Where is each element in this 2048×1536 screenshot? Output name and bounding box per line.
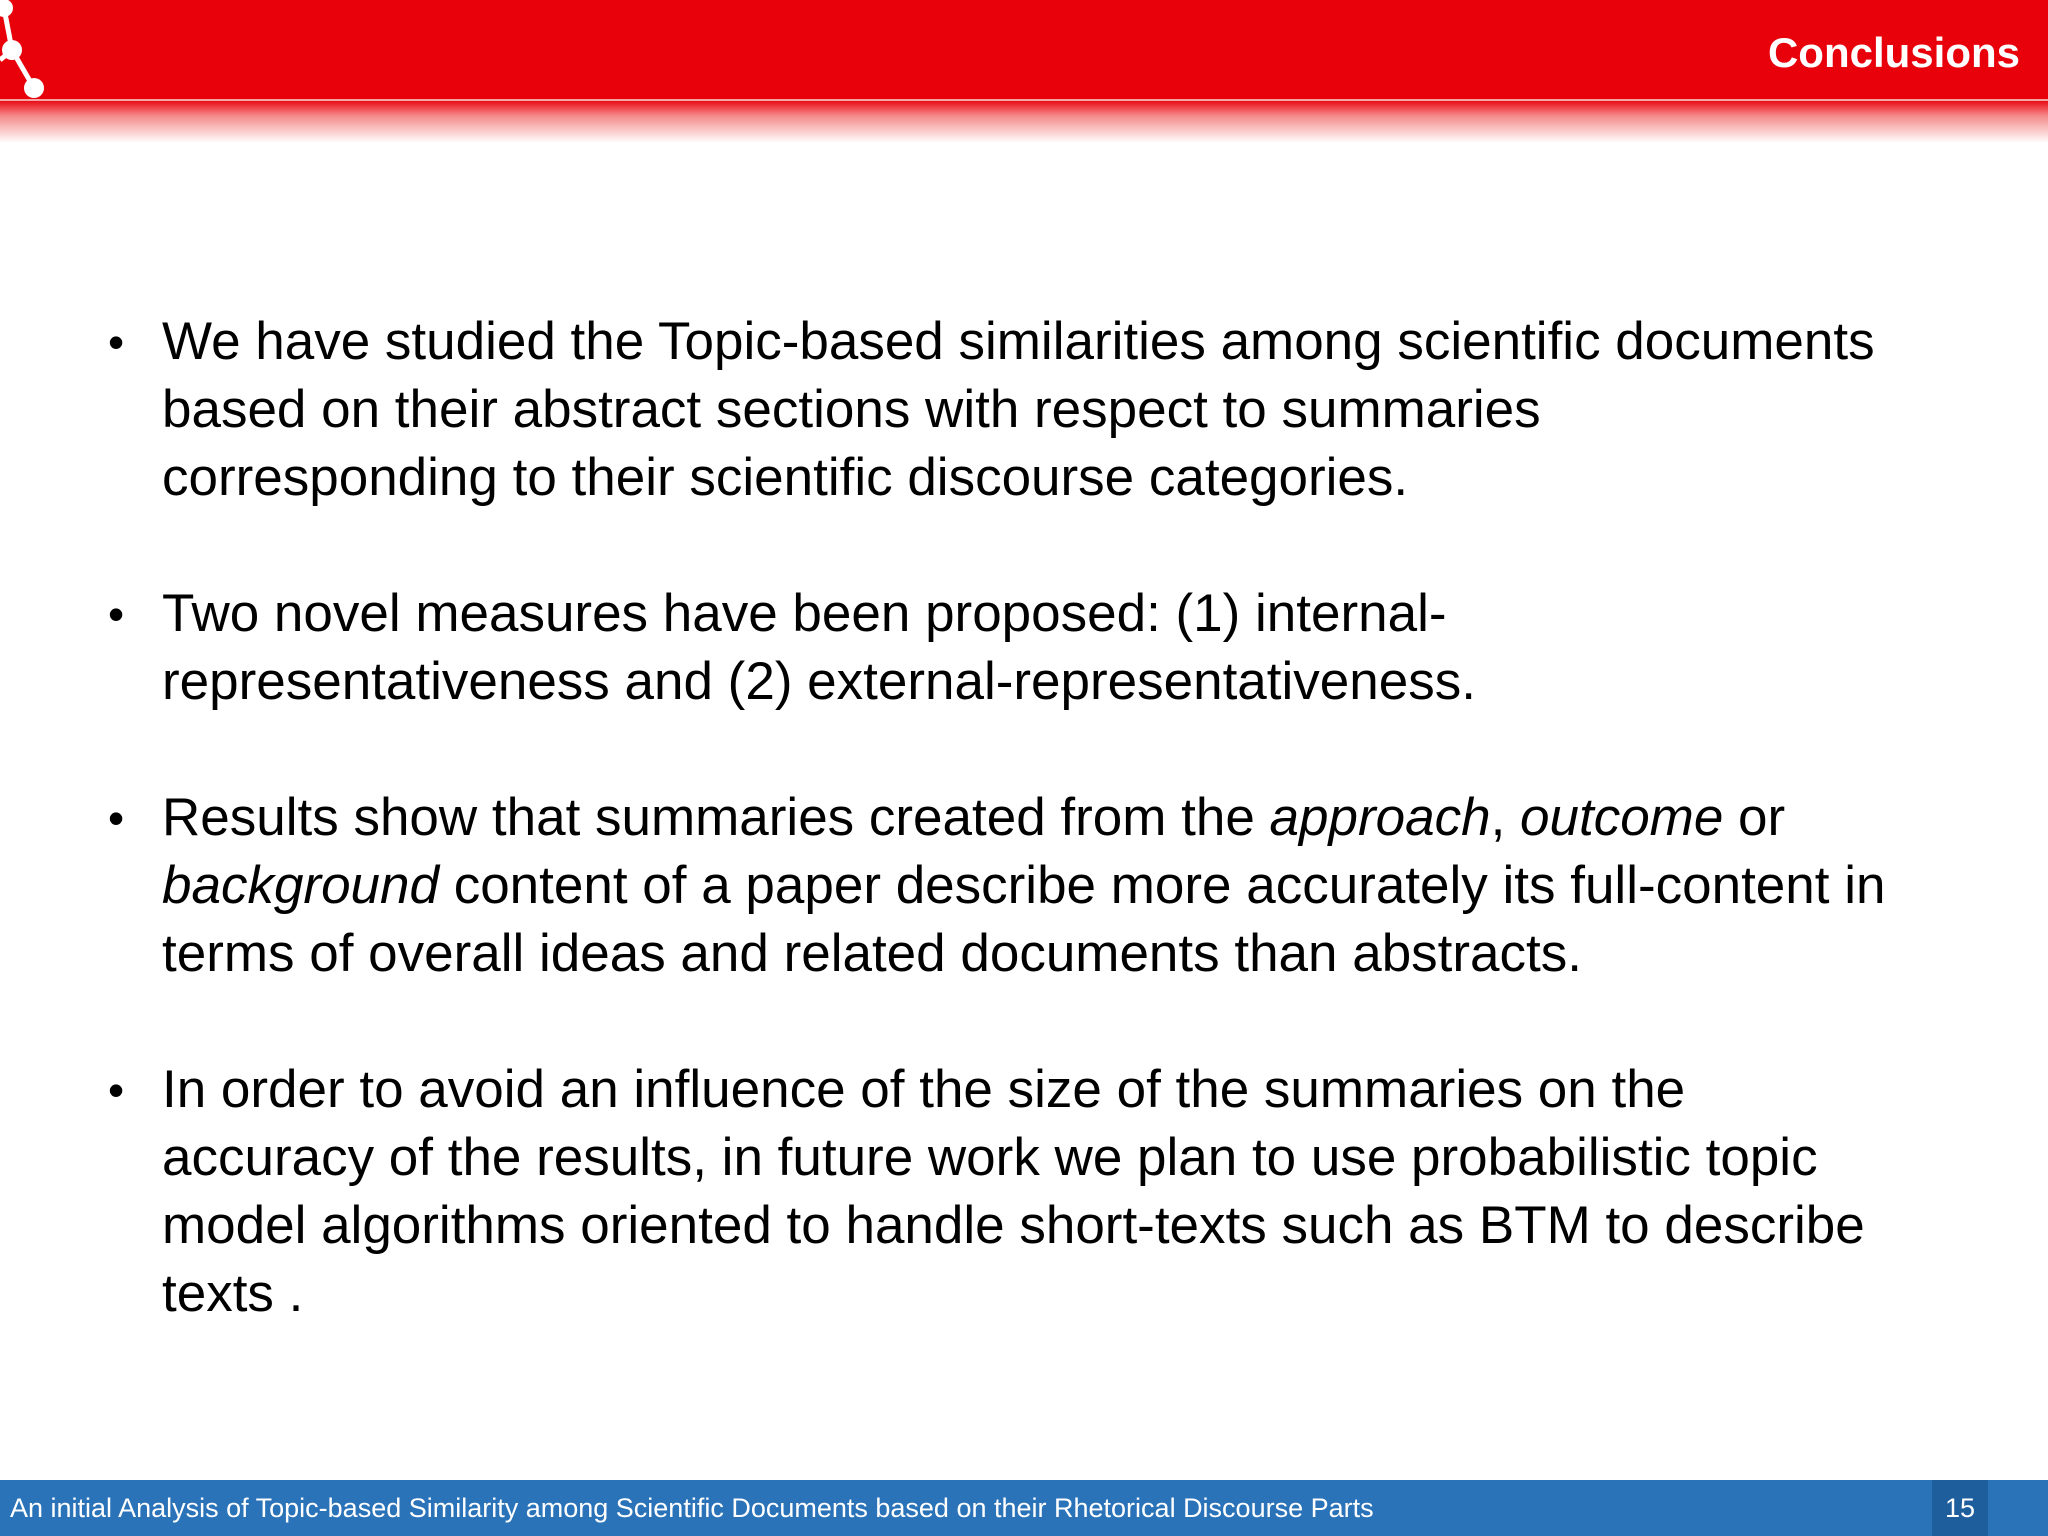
text-run: Two novel measures have been proposed: (1) internal- (162, 584, 1447, 643)
text-run: corresponding to their scientific discourse categories. (162, 448, 1409, 507)
text-run: accuracy of the results, in future work we plan to use probabilistic topic (162, 1128, 1818, 1187)
bullet-line (162, 1124, 2008, 1192)
bullet-line (162, 1260, 2008, 1328)
molecule-logo-icon (0, 0, 60, 104)
page-number: 15 (1932, 1480, 1988, 1536)
bullet-line (162, 308, 2008, 376)
text-run: or (1723, 788, 1786, 847)
emphasized-term: approach (1269, 788, 1491, 847)
emphasized-term: outcome (1520, 788, 1724, 847)
bullet-item (108, 784, 2008, 988)
bullet-line (162, 1056, 2008, 1124)
bullet-item (108, 308, 2008, 512)
bullet-item (108, 580, 2008, 716)
text-run: representativeness and (2) external-representativeness. (162, 652, 1476, 711)
bullet-dot-icon: • (108, 792, 125, 844)
bullet-line (162, 784, 2008, 852)
footer-title: An initial Analysis of Topic-based Similarity among Scientific Documents based on their Rhetorical Discourse Parts (10, 1493, 1374, 1523)
text-run: We have studied the Topic-based similarities among scientific documents (162, 312, 1875, 371)
bullet-dot-icon: • (108, 316, 125, 368)
bullet-line (162, 852, 2008, 920)
footer-bar (0, 1480, 2048, 1536)
bullet-item (108, 1056, 2008, 1328)
text-run: model algorithms oriented to handle short-texts such as BTM to describe (162, 1196, 1865, 1255)
emphasized-term: background (162, 856, 439, 915)
bullet-dot-icon: • (108, 588, 125, 640)
bullet-line (162, 580, 2008, 648)
text-run: terms of overall ideas and related documents than abstracts. (162, 924, 1582, 983)
bullet-line (162, 648, 2008, 716)
text-run: texts . (162, 1264, 304, 1323)
bullet-list (108, 308, 2008, 1396)
text-run: based on their abstract sections with respect to summaries (162, 380, 1541, 439)
bullet-line (162, 1192, 2008, 1260)
text-run: content of a paper describe more accurately its full-content in (438, 856, 1886, 915)
text-run: , (1490, 788, 1521, 847)
bullet-line (162, 444, 2008, 512)
bullet-line (162, 376, 2008, 444)
text-run: Results show that summaries created from the (162, 788, 1270, 847)
text-run: In order to avoid an influence of the size of the summaries on the (162, 1060, 1686, 1119)
bullet-line (162, 920, 2008, 988)
bullet-dot-icon: • (108, 1064, 125, 1116)
header-bar (0, 0, 2048, 100)
slide-title: Conclusions (1767, 29, 2020, 76)
header-gradient (0, 101, 2048, 143)
